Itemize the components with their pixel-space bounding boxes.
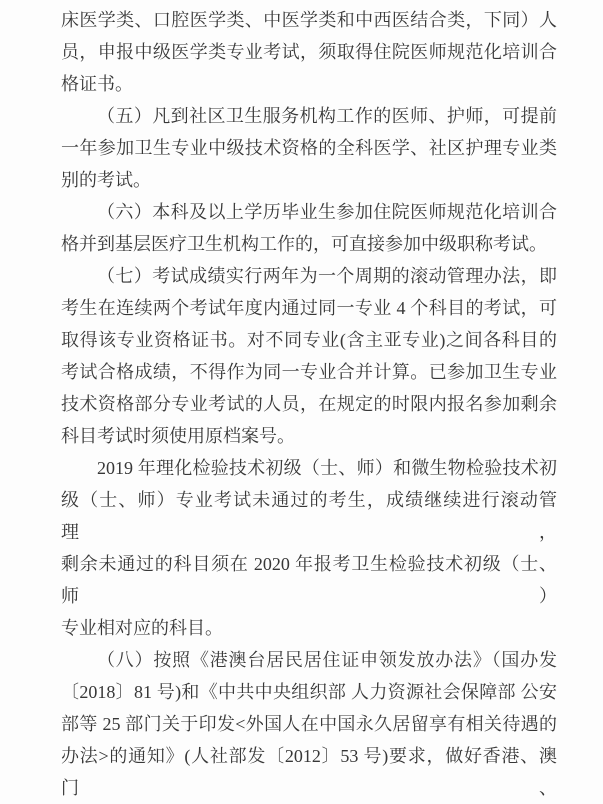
text-line: 〔2018〕81 号)和《中共中央组织部 人力资源社会保障部 公安: [61, 682, 557, 702]
paragraph-item-6: [61, 196, 557, 260]
text-line: 格并到基层医疗卫生机构工作的，可直接参加中级职称考试。: [61, 234, 547, 254]
text-line: （七）考试成绩实行两年为一个周期的滚动管理办法，即: [97, 266, 557, 286]
text-line: （五）凡到社区卫生服务机构工作的医师、护师，可提前: [97, 106, 557, 126]
text-line: 格证书。: [61, 74, 133, 94]
paragraph-rolling-2019: [61, 452, 557, 644]
text-line: 剩余未通过的科目须在 2020 年报考卫生检验技术初级（士、师）: [61, 554, 557, 606]
paragraph-continuation: [61, 4, 557, 100]
text-line: （六）本科及以上学历毕业生参加住院医师规范化培训合: [97, 202, 557, 222]
text-line: 专业相对应的科目。: [61, 618, 223, 638]
text-line: 考试合格成绩，不得作为同一专业合并计算。已参加卫生专业: [61, 362, 557, 382]
text-line: 考生在连续两个考试年度内通过同一专业 4 个科目的考试，可: [61, 298, 557, 318]
text-line: 科目考试时须使用原档案号。: [61, 426, 295, 446]
text-line: 部等 25 部门关于印发<外国人在中国永久居留享有相关待遇的: [61, 714, 557, 734]
paragraph-item-5: [61, 100, 557, 196]
text-line: 别的考试。: [61, 170, 151, 190]
text-line: 技术资格部分专业考试的人员，在规定的时限内报名参加剩余: [61, 394, 557, 414]
text-line: 一年参加卫生专业中级技术资格的全科医学、社区护理专业类: [61, 138, 557, 158]
paragraph-item-8: [61, 644, 557, 804]
text-line: 员，申报中级医学类专业考试，须取得住院医师规范化培训合: [61, 42, 557, 62]
text-line: 级（士、师）专业考试未通过的考生，成绩继续进行滚动管理，: [61, 490, 557, 542]
text-line: 取得该专业资格证书。对不同专业(含主亚专业)之间各科目的: [61, 330, 557, 350]
paragraph-item-7: [61, 260, 557, 452]
text-line: （八）按照《港澳台居民居住证申领发放办法》（国办发: [97, 650, 557, 670]
text-line: 办法>的通知》(人社部发〔2012〕53 号)要求，做好香港、澳门、: [61, 746, 557, 798]
text-line: 床医学类、口腔医学类、中医学类和中西医结合类，下同）人: [61, 10, 557, 30]
text-line: 2019 年理化检验技术初级（士、师）和微生物检验技术初: [97, 458, 557, 478]
